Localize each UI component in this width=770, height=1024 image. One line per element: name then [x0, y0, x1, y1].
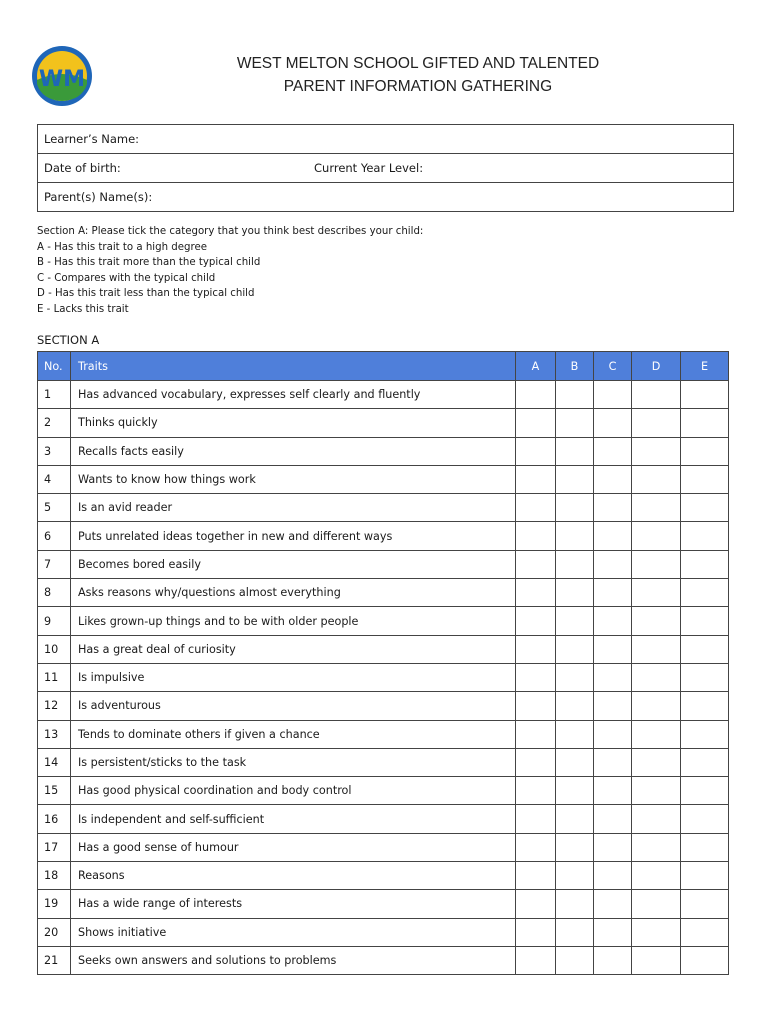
- tick-cell-e[interactable]: [681, 777, 729, 805]
- tick-cell-d[interactable]: [632, 409, 681, 437]
- parent-names-label: Parent(s) Name(s):: [44, 190, 153, 204]
- table-row: [38, 522, 729, 550]
- tick-cell-c[interactable]: [594, 409, 632, 437]
- trait-text: Has good physical coordination and body control: [71, 777, 516, 805]
- table-row: [38, 805, 729, 833]
- tick-cell-b[interactable]: [556, 494, 594, 522]
- instructions: [37, 224, 423, 318]
- trait-text: Wants to know how things work: [71, 465, 516, 493]
- traits-header-row: [38, 352, 729, 381]
- tick-cell-d[interactable]: [632, 748, 681, 776]
- trait-text: Likes grown-up things and to be with older people: [71, 607, 516, 635]
- trait-text: Reasons: [71, 862, 516, 890]
- tick-cell-c[interactable]: [594, 607, 632, 635]
- tick-cell-e[interactable]: [681, 437, 729, 465]
- tick-cell-c[interactable]: [594, 748, 632, 776]
- table-row: [38, 494, 729, 522]
- table-row: [38, 607, 729, 635]
- trait-text: Has a great deal of curiosity: [71, 635, 516, 663]
- tick-cell-e[interactable]: [681, 579, 729, 607]
- tick-cell-d[interactable]: [632, 635, 681, 663]
- tick-cell-e[interactable]: [681, 663, 729, 691]
- tick-cell-d[interactable]: [632, 918, 681, 946]
- tick-cell-d[interactable]: [632, 494, 681, 522]
- tick-cell-d[interactable]: [632, 522, 681, 550]
- trait-number: 5: [38, 494, 71, 522]
- tick-cell-a[interactable]: [516, 890, 556, 918]
- tick-cell-b[interactable]: [556, 918, 594, 946]
- header-a: A: [516, 352, 556, 381]
- tick-cell-c[interactable]: [594, 522, 632, 550]
- tick-cell-c[interactable]: [594, 946, 632, 974]
- table-row: [38, 692, 729, 720]
- table-row: [38, 579, 729, 607]
- table-row: [38, 550, 729, 578]
- tick-cell-a[interactable]: [516, 465, 556, 493]
- tick-cell-a[interactable]: [516, 607, 556, 635]
- table-row: [38, 409, 729, 437]
- header-b: B: [556, 352, 594, 381]
- tick-cell-e[interactable]: [681, 805, 729, 833]
- tick-cell-b[interactable]: [556, 890, 594, 918]
- tick-cell-d[interactable]: [632, 437, 681, 465]
- trait-text: Has a good sense of humour: [71, 833, 516, 861]
- tick-cell-a[interactable]: [516, 777, 556, 805]
- tick-cell-b[interactable]: [556, 748, 594, 776]
- title-line-1: WEST MELTON SCHOOL GIFTED AND TALENTED: [236, 55, 600, 72]
- trait-number: 14: [38, 748, 71, 776]
- tick-cell-d[interactable]: [632, 465, 681, 493]
- tick-cell-a[interactable]: [516, 946, 556, 974]
- table-row: [38, 381, 729, 409]
- dob-label: Date of birth:: [44, 161, 121, 175]
- tick-cell-b[interactable]: [556, 692, 594, 720]
- trait-text: Recalls facts easily: [71, 437, 516, 465]
- trait-number: 10: [38, 635, 71, 663]
- tick-cell-d[interactable]: [632, 777, 681, 805]
- trait-number: 15: [38, 777, 71, 805]
- tick-cell-e[interactable]: [681, 550, 729, 578]
- trait-text: Puts unrelated ideas together in new and different ways: [71, 522, 516, 550]
- tick-cell-e[interactable]: [681, 635, 729, 663]
- header-no: No.: [38, 352, 71, 381]
- tick-cell-c[interactable]: [594, 805, 632, 833]
- tick-cell-c[interactable]: [594, 833, 632, 861]
- section-label: SECTION A: [37, 333, 100, 347]
- table-row: [38, 946, 729, 974]
- trait-text: Is independent and self-sufficient: [71, 805, 516, 833]
- tick-cell-c[interactable]: [594, 494, 632, 522]
- tick-cell-b[interactable]: [556, 833, 594, 861]
- tick-cell-e[interactable]: [681, 465, 729, 493]
- trait-number: 11: [38, 663, 71, 691]
- tick-cell-d[interactable]: [632, 862, 681, 890]
- table-row: [38, 663, 729, 691]
- tick-cell-a[interactable]: [516, 918, 556, 946]
- tick-cell-d[interactable]: [632, 946, 681, 974]
- trait-number: 12: [38, 692, 71, 720]
- tick-cell-b[interactable]: [556, 663, 594, 691]
- tick-cell-a[interactable]: [516, 381, 556, 409]
- tick-cell-d[interactable]: [632, 720, 681, 748]
- trait-text: Becomes bored easily: [71, 550, 516, 578]
- tick-cell-c[interactable]: [594, 918, 632, 946]
- tick-cell-a[interactable]: [516, 833, 556, 861]
- tick-cell-a[interactable]: [516, 862, 556, 890]
- tick-cell-e[interactable]: [681, 890, 729, 918]
- trait-number: 16: [38, 805, 71, 833]
- tick-cell-e[interactable]: [681, 748, 729, 776]
- trait-text: Tends to dominate others if given a chance: [71, 720, 516, 748]
- tick-cell-b[interactable]: [556, 579, 594, 607]
- tick-cell-e[interactable]: [681, 946, 729, 974]
- tick-cell-b[interactable]: [556, 862, 594, 890]
- tick-cell-d[interactable]: [632, 579, 681, 607]
- tick-cell-c[interactable]: [594, 437, 632, 465]
- tick-cell-b[interactable]: [556, 777, 594, 805]
- trait-number: 18: [38, 862, 71, 890]
- tick-cell-e[interactable]: [681, 692, 729, 720]
- tick-cell-c[interactable]: [594, 663, 632, 691]
- tick-cell-e[interactable]: [681, 409, 729, 437]
- tick-cell-c[interactable]: [594, 550, 632, 578]
- tick-cell-d[interactable]: [632, 833, 681, 861]
- tick-cell-b[interactable]: [556, 550, 594, 578]
- trait-number: 3: [38, 437, 71, 465]
- instruction-line: A - Has this trait to a high degree: [37, 241, 207, 253]
- tick-cell-e[interactable]: [681, 833, 729, 861]
- trait-text: Is persistent/sticks to the task: [71, 748, 516, 776]
- tick-cell-a[interactable]: [516, 579, 556, 607]
- tick-cell-b[interactable]: [556, 607, 594, 635]
- trait-number: 19: [38, 890, 71, 918]
- trait-text: Is an avid reader: [71, 494, 516, 522]
- tick-cell-d[interactable]: [632, 890, 681, 918]
- tick-cell-c[interactable]: [594, 465, 632, 493]
- trait-text: Has a wide range of interests: [71, 890, 516, 918]
- tick-cell-c[interactable]: [594, 720, 632, 748]
- table-row: [38, 437, 729, 465]
- traits-body: [38, 381, 729, 975]
- instruction-line: E - Lacks this trait: [37, 303, 129, 315]
- tick-cell-c[interactable]: [594, 579, 632, 607]
- tick-cell-a[interactable]: [516, 494, 556, 522]
- trait-text: Asks reasons why/questions almost everything: [71, 579, 516, 607]
- tick-cell-b[interactable]: [556, 635, 594, 663]
- instruction-line: B - Has this trait more than the typical child: [37, 257, 261, 269]
- tick-cell-b[interactable]: [556, 381, 594, 409]
- page-title: [120, 52, 716, 98]
- traits-table: [37, 351, 729, 975]
- tick-cell-d[interactable]: [632, 663, 681, 691]
- trait-number: 8: [38, 579, 71, 607]
- dob-year-row[interactable]: [38, 154, 734, 183]
- tick-cell-b[interactable]: [556, 720, 594, 748]
- tick-cell-e[interactable]: [681, 862, 729, 890]
- trait-number: 13: [38, 720, 71, 748]
- tick-cell-e[interactable]: [681, 381, 729, 409]
- trait-number: 21: [38, 946, 71, 974]
- table-row: [38, 777, 729, 805]
- trait-text: Thinks quickly: [71, 409, 516, 437]
- tick-cell-a[interactable]: [516, 748, 556, 776]
- tick-cell-a[interactable]: [516, 437, 556, 465]
- tick-cell-c[interactable]: [594, 692, 632, 720]
- table-row: [38, 890, 729, 918]
- tick-cell-a[interactable]: [516, 663, 556, 691]
- header-e: E: [681, 352, 729, 381]
- instruction-line: D - Has this trait less than the typical child: [37, 288, 255, 300]
- school-logo: [30, 44, 94, 108]
- trait-text: Seeks own answers and solutions to problems: [71, 946, 516, 974]
- table-row: [38, 862, 729, 890]
- tick-cell-e[interactable]: [681, 918, 729, 946]
- table-row: [38, 748, 729, 776]
- table-row: [38, 635, 729, 663]
- trait-number: 6: [38, 522, 71, 550]
- tick-cell-e[interactable]: [681, 607, 729, 635]
- tick-cell-a[interactable]: [516, 409, 556, 437]
- tick-cell-a[interactable]: [516, 550, 556, 578]
- tick-cell-b[interactable]: [556, 522, 594, 550]
- title-line-2: PARENT INFORMATION GATHERING: [283, 78, 553, 95]
- header-d: D: [632, 352, 681, 381]
- trait-number: 1: [38, 381, 71, 409]
- trait-text: Is adventurous: [71, 692, 516, 720]
- tick-cell-c[interactable]: [594, 381, 632, 409]
- tick-cell-e[interactable]: [681, 720, 729, 748]
- tick-cell-a[interactable]: [516, 692, 556, 720]
- trait-number: 17: [38, 833, 71, 861]
- tick-cell-b[interactable]: [556, 465, 594, 493]
- trait-number: 4: [38, 465, 71, 493]
- header-c: C: [594, 352, 632, 381]
- tick-cell-a[interactable]: [516, 522, 556, 550]
- tick-cell-d[interactable]: [632, 550, 681, 578]
- tick-cell-a[interactable]: [516, 635, 556, 663]
- tick-cell-b[interactable]: [556, 805, 594, 833]
- header-traits: Traits: [71, 352, 516, 381]
- svg-text:WM: WM: [38, 67, 86, 92]
- tick-cell-e[interactable]: [681, 494, 729, 522]
- tick-cell-d[interactable]: [632, 607, 681, 635]
- trait-text: Shows initiative: [71, 918, 516, 946]
- year-level-label: Current Year Level:: [314, 161, 424, 175]
- tick-cell-d[interactable]: [632, 805, 681, 833]
- trait-number: 20: [38, 918, 71, 946]
- tick-cell-b[interactable]: [556, 409, 594, 437]
- tick-cell-a[interactable]: [516, 805, 556, 833]
- table-row: [38, 833, 729, 861]
- tick-cell-c[interactable]: [594, 890, 632, 918]
- learner-info-table: [37, 124, 734, 212]
- instruction-line: C - Compares with the typical child: [37, 272, 216, 284]
- tick-cell-c[interactable]: [594, 777, 632, 805]
- trait-text: Is impulsive: [71, 663, 516, 691]
- learner-name-field[interactable]: [38, 125, 734, 154]
- tick-cell-b[interactable]: [556, 946, 594, 974]
- trait-number: 7: [38, 550, 71, 578]
- tick-cell-a[interactable]: [516, 720, 556, 748]
- learner-name-label: Learner’s Name:: [44, 132, 140, 146]
- trait-number: 2: [38, 409, 71, 437]
- table-row: [38, 918, 729, 946]
- trait-number: 9: [38, 607, 71, 635]
- table-row: [38, 465, 729, 493]
- tick-cell-d[interactable]: [632, 381, 681, 409]
- trait-text: Has advanced vocabulary, expresses self clearly and fluently: [71, 381, 516, 409]
- table-row: [38, 720, 729, 748]
- tick-cell-d[interactable]: [632, 692, 681, 720]
- tick-cell-c[interactable]: [594, 635, 632, 663]
- tick-cell-e[interactable]: [681, 522, 729, 550]
- parent-names-field[interactable]: [38, 183, 734, 212]
- tick-cell-c[interactable]: [594, 862, 632, 890]
- tick-cell-b[interactable]: [556, 437, 594, 465]
- instruction-line: Section A: Please tick the category that you think best describes your child:: [37, 226, 424, 237]
